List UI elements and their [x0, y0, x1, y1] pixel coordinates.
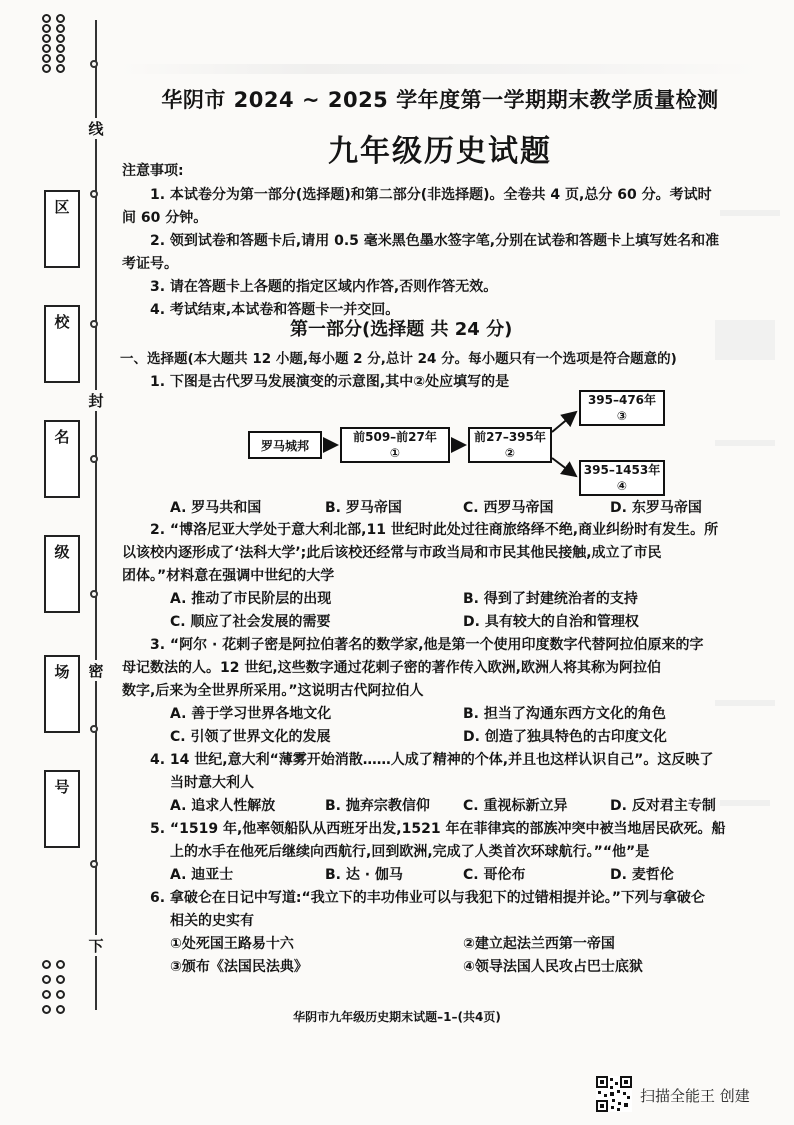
- binding-hole: [42, 960, 51, 969]
- diagram-period: 前27–395年: [474, 430, 546, 444]
- question-2-stem: 团体。”材料意在强调中世纪的大学: [122, 568, 335, 584]
- field-name[interactable]: [44, 420, 80, 498]
- binding-hole: [42, 34, 51, 43]
- binding-char-close: 密: [86, 660, 106, 681]
- binding-hole: [42, 64, 51, 73]
- q2-option-a[interactable]: A. 推动了市民阶层的出现: [170, 591, 332, 607]
- question-4-stem: 当时意大利人: [170, 775, 254, 791]
- question-6-stem: 相关的史实有: [170, 913, 254, 929]
- binding-hole: [56, 975, 65, 984]
- field-label: 校: [54, 313, 70, 331]
- q1-option-b[interactable]: B. 罗马帝国: [325, 500, 402, 516]
- binding-hole: [56, 24, 65, 33]
- binding-dot: [90, 725, 98, 733]
- field-seat-number[interactable]: [44, 770, 80, 848]
- q1-option-a[interactable]: A. 罗马共和国: [170, 500, 262, 516]
- q2-option-b[interactable]: B. 得到了封建统治者的支持: [463, 591, 638, 607]
- question-1-stem: 1. 下图是古代罗马发展演变的示意图,其中②处应填写的是: [150, 374, 510, 390]
- scanner-watermark: 扫描全能王 创建: [640, 1087, 750, 1105]
- diagram-label: 罗马城邦: [260, 439, 309, 453]
- field-district[interactable]: [44, 190, 80, 268]
- q5-option-a[interactable]: A. 迪亚士: [170, 867, 234, 883]
- binding-hole: [42, 14, 51, 23]
- field-exam-room[interactable]: [44, 655, 80, 733]
- question-6-stem: 6. 拿破仑在日记中写道:“我立下的丰功伟业可以与我犯下的过错相提并论。”下列与拿破仑: [150, 890, 705, 906]
- qr-code-icon: [596, 1076, 632, 1112]
- question-3-stem: 母记数法的人。12 世纪,这些数字通过花剌子密的著作传入欧洲,欧洲人将其称为阿拉伯: [122, 660, 661, 676]
- binding-dot: [90, 860, 98, 868]
- q3-option-d[interactable]: D. 创造了独具特色的古印度文化: [463, 729, 667, 745]
- exam-subtitle: 九年级历史试题: [328, 134, 552, 169]
- notice-line: 考证号。: [122, 256, 178, 272]
- diagram-blank-marker: ③: [616, 409, 628, 423]
- question-4-stem: 4. 14 世纪,意大利“薄雾开始消散……人成了精神的个体,并且也这样认识自己”。这反映了: [150, 752, 714, 768]
- diagram-blank-marker: ④: [616, 479, 628, 493]
- binding-hole: [56, 990, 65, 999]
- question-5-stem: 上的水手在他死后继续向西航行,回到欧洲,完成了人类首次环球航行。”“他”是: [170, 844, 650, 860]
- binding-hole: [42, 54, 51, 63]
- binding-dot: [90, 455, 98, 463]
- binding-char-below: 下: [86, 935, 106, 956]
- q3-option-a[interactable]: A. 善于学习世界各地文化: [170, 706, 332, 722]
- q1-option-d[interactable]: D. 东罗马帝国: [610, 500, 702, 516]
- binding-dot: [90, 590, 98, 598]
- diagram-box-2: [468, 427, 552, 463]
- q5-option-b[interactable]: B. 达 · 伽马: [325, 867, 403, 883]
- binding-hole: [42, 975, 51, 984]
- diagram-period: 395–476年: [587, 393, 657, 407]
- q4-option-b[interactable]: B. 抛弃宗教信仰: [325, 798, 430, 814]
- binding-hole: [42, 990, 51, 999]
- field-label: 号: [54, 778, 70, 796]
- question-5-stem: 5. “1519 年,他率领船队从西班牙出发,1521 年在菲律宾的部族冲突中被当地居民砍死。船: [150, 821, 726, 837]
- notice-line: 1. 本试卷分为第一部分(选择题)和第二部分(非选择题)。全卷共 4 页,总分 60 分。考试时: [150, 187, 712, 203]
- binding-hole: [56, 14, 65, 23]
- binding-hole: [56, 64, 65, 73]
- notice-heading: 注意事项:: [122, 163, 184, 179]
- binding-dot: [90, 320, 98, 328]
- diagram-period: 前509–前27年: [353, 430, 437, 444]
- q2-option-c[interactable]: C. 顺应了社会发展的需要: [170, 614, 331, 630]
- page-footer: 华阴市九年级历史期末试题–1–(共4页): [293, 1010, 501, 1024]
- binding-char-line: 线: [86, 118, 106, 139]
- notice-line: 2. 领到试卷和答题卡后,请用 0.5 毫米黑色墨水签字笔,分别在试卷和答题卡上填写姓名和准: [150, 233, 720, 249]
- q6-fact-2: ②建立起法兰西第一帝国: [463, 936, 615, 952]
- binding-dot: [90, 190, 98, 198]
- diagram-box-rome-city-state: [248, 431, 322, 459]
- binding-hole: [56, 34, 65, 43]
- binding-dot: [90, 60, 98, 68]
- question-2-stem: 2. “博洛尼亚大学处于意大利北部,11 世纪时此处过往商旅络绎不绝,商业纠纷时有发生。所: [150, 522, 719, 538]
- field-label: 级: [54, 543, 70, 561]
- q2-option-d[interactable]: D. 具有较大的自治和管理权: [463, 614, 639, 630]
- notice-line: 3. 请在答题卡上各题的指定区域内作答,否则作答无效。: [150, 279, 498, 295]
- diagram-period: 395–1453年: [583, 463, 661, 477]
- binding-hole: [42, 24, 51, 33]
- q4-option-c[interactable]: C. 重视标新立异: [463, 798, 568, 814]
- q1-option-c[interactable]: C. 西罗马帝国: [463, 500, 554, 516]
- diagram-box-4: [579, 460, 665, 496]
- q5-option-d[interactable]: D. 麦哲伦: [610, 867, 674, 883]
- q4-option-d[interactable]: D. 反对君主专制: [610, 798, 716, 814]
- binding-hole: [42, 44, 51, 53]
- diagram-blank-marker: ①: [389, 446, 401, 460]
- part1-instructions: 一、选择题(本大题共 12 小题,每小题 2 分,总计 24 分。每小题只有一个选项是符合题意的): [120, 351, 677, 367]
- diagram-box-3: [579, 390, 665, 426]
- q6-fact-4: ④领导法国人民攻占巴士底狱: [463, 959, 643, 975]
- part1-title: 第一部分(选择题 共 24 分): [290, 319, 513, 340]
- binding-hole: [56, 44, 65, 53]
- field-class[interactable]: [44, 535, 80, 613]
- q4-option-a[interactable]: A. 追求人性解放: [170, 798, 276, 814]
- field-label: 名: [54, 428, 70, 446]
- diagram-box-1: [340, 427, 450, 463]
- binding-hole: [56, 960, 65, 969]
- q5-option-c[interactable]: C. 哥伦布: [463, 867, 526, 883]
- binding-char-seal: 封: [86, 390, 106, 411]
- notice-line: 4. 考试结束,本试卷和答题卡一并交回。: [150, 302, 400, 318]
- binding-hole: [56, 54, 65, 63]
- question-2-stem: 以该校内逐形成了‘法科大学’;此后该校还经常与市政当局和市民其他民接触,成立了市民: [122, 545, 662, 561]
- diagram-blank-marker: ②: [504, 446, 516, 460]
- field-label: 区: [54, 198, 70, 216]
- notice-line: 间 60 分钟。: [122, 210, 208, 226]
- field-label: 场: [54, 663, 70, 681]
- q6-fact-3: ③颁布《法国民法典》: [170, 959, 308, 975]
- exam-title: 华阴市 2024 ~ 2025 学年度第一学期期末教学质量检测: [161, 88, 719, 112]
- question-3-stem: 3. “阿尔 · 花剌子密是阿拉伯著名的数学家,他是第一个使用印度数字代替阿拉伯原来的字: [150, 637, 704, 653]
- field-school[interactable]: [44, 305, 80, 383]
- q3-option-c[interactable]: C. 引领了世界文化的发展: [170, 729, 331, 745]
- binding-holes: [42, 14, 72, 1024]
- q6-fact-1: ①处死国王路易十六: [170, 936, 294, 952]
- question-3-stem: 数字,后来为全世界所采用。”这说明古代阿拉伯人: [122, 683, 424, 699]
- q3-option-b[interactable]: B. 担当了沟通东西方文化的角色: [463, 706, 666, 722]
